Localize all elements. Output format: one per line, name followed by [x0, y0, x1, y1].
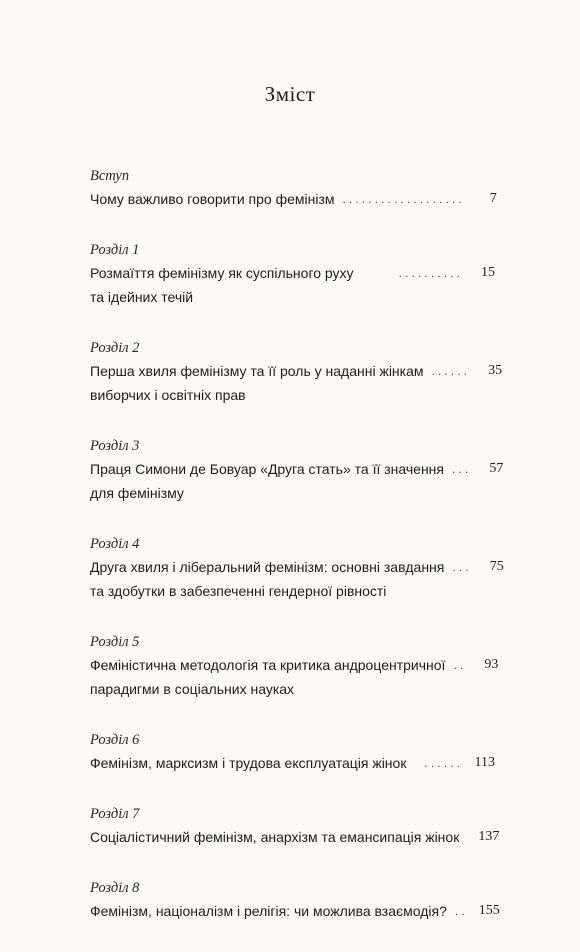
page-number: 137 [478, 829, 500, 844]
toc-entry-chapter-5 [90, 632, 499, 701]
entry-title-continued: парадигми в соціальних науках [90, 681, 295, 697]
entry-line [90, 751, 495, 775]
entry-label: Розділ 4 [90, 536, 140, 552]
page-title: Зміст [264, 82, 316, 106]
toc-entry-intro [90, 166, 495, 211]
entry-title: Соціалістичний фемінізм, анархізм та емансипація жінок [90, 829, 460, 845]
page-number: 7 [489, 191, 497, 206]
entry-label: Розділ 2 [90, 340, 140, 356]
entry-title: Розмаїття фемінізму як суспільного руху [90, 265, 354, 281]
entry-label: Розділ 6 [90, 732, 140, 748]
page-number: 93 [484, 657, 499, 672]
entry-line [90, 825, 500, 849]
toc-entry-chapter-2 [90, 338, 503, 407]
entry-title: Друга хвиля і ліберальний фемінізм: основні завдання [90, 559, 445, 575]
entry-title: Чому важливо говорити про фемінізм [90, 191, 335, 207]
page-number: 75 [489, 559, 504, 574]
page-number: 35 [488, 363, 503, 378]
dot-leader: ... [452, 560, 472, 574]
table-of-contents [90, 166, 504, 952]
entry-label: Розділ 7 [90, 806, 140, 822]
entry-line [90, 653, 499, 677]
entry-label: Розділ 8 [90, 880, 140, 896]
toc-entry-chapter-1 [90, 240, 495, 309]
entry-line [90, 555, 504, 579]
dot-leader: ................... [342, 192, 465, 206]
dot-leader: .. [453, 658, 467, 672]
dot-leader: .......... [398, 266, 463, 280]
entry-line [90, 261, 495, 285]
entry-line [90, 359, 503, 383]
toc-entry-chapter-8 [90, 878, 500, 923]
toc-entry-chapter-6 [90, 730, 495, 775]
page-number: 15 [481, 265, 495, 280]
entry-title-continued: та ідейних течій [90, 289, 194, 305]
entry-title-continued: для фемінізму [90, 485, 184, 501]
toc-entry-chapter-3 [90, 436, 504, 505]
toc-entry-chapter-4 [90, 534, 504, 603]
toc-entry-chapter-7 [90, 804, 500, 849]
entry-label: Розділ 5 [90, 634, 140, 650]
entry-title: Праця Симони де Бовуар «Друга стать» та її значення [90, 461, 444, 477]
entry-title: Фемінізм, націоналізм і релігія: чи можлива взаємодія? [90, 903, 447, 919]
page-number: 155 [478, 903, 500, 918]
dot-leader: ...... [431, 364, 471, 378]
dot-leader: ...... [424, 756, 463, 770]
entry-title-continued: виборчих і освітніх прав [90, 387, 246, 403]
entry-title: Перша хвиля фемінізму та її роль у наданні жінкам [90, 363, 424, 379]
entry-label: Розділ 3 [90, 438, 140, 454]
entry-title: Феміністична методологія та критика андроцентричної [90, 657, 446, 673]
entry-line [90, 457, 504, 481]
dot-leader: .. [454, 904, 468, 918]
entry-title-continued: та здобутки в забезпеченні гендерної рівності [90, 583, 387, 599]
entry-line [90, 187, 495, 211]
page-number: 113 [474, 755, 495, 770]
entry-line [90, 899, 500, 923]
entry-label: Розділ 1 [90, 242, 140, 258]
entry-label: Вступ [90, 168, 130, 184]
dot-leader: ... [452, 462, 472, 476]
entry-title: Фемінізм, марксизм і трудова експлуатація жінок [90, 755, 407, 771]
page-number: 57 [489, 461, 504, 476]
